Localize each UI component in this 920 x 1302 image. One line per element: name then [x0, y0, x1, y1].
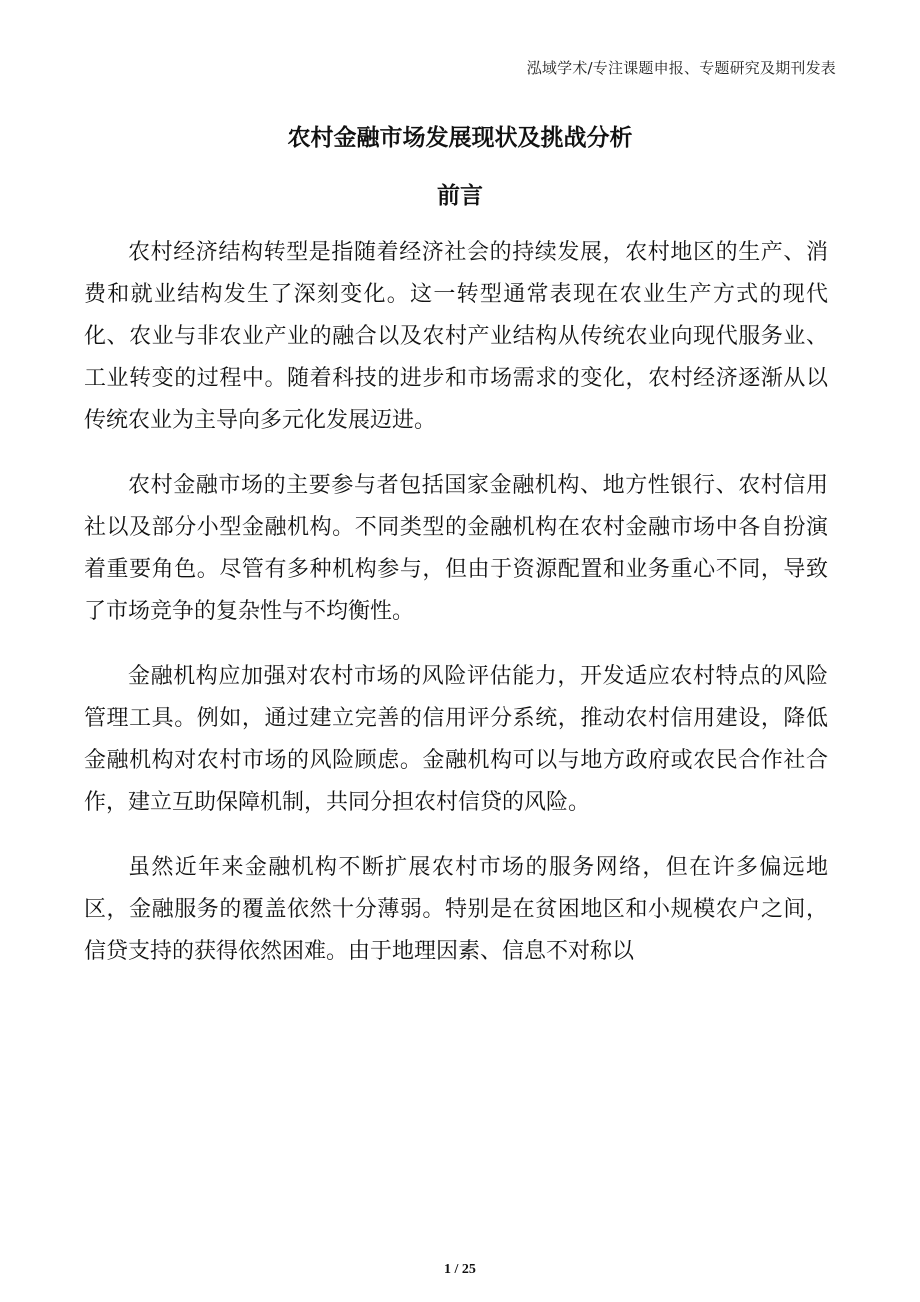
- running-header: 泓域学术/专注课题申报、专题研究及期刊发表: [526, 59, 836, 77]
- page-number: 1 / 25: [444, 1262, 476, 1277]
- paragraph-4: 虽然近年来金融机构不断扩展农村市场的服务网络，但在许多偏远地区，金融服务的覆盖依然十分薄弱。特别是在贫困地区和小规模农户之间，信贷支持的获得依然困难。由于地理因素、信息不对称以: [84, 855, 828, 964]
- paragraph-3: 金融机构应加强对农村市场的风险评估能力，开发适应农村特点的风险管理工具。例如，通过建立完善的信用评分系统，推动农村信用建设，降低金融机构对农村市场的风险顾虑。金融机构可以与地方政府或农民合作社合作，建立互助保障机制，共同分担农村信贷的风险。: [84, 664, 828, 815]
- header-divider: [84, 88, 836, 89]
- section-heading: 前言: [437, 183, 483, 209]
- document-title: 农村金融市场发展现状及挑战分析: [287, 125, 633, 151]
- paragraph-1: 农村经济结构转型是指随着经济社会的持续发展，农村地区的生产、消费和就业结构发生了深刻变化。这一转型通常表现在农业生产方式的现代化、农业与非农业产业的融合以及农村产业结构从传统农业向现代服务业、工业转变的过程中。随着科技的进步和市场需求的变化，农村经济逐渐从以传统农业为主导向多元化发展迈进。: [84, 240, 828, 433]
- paragraph-2: 农村金融市场的主要参与者包括国家金融机构、地方性银行、农村信用社以及部分小型金融机构。不同类型的金融机构在农村金融市场中各自扮演着重要角色。尽管有多种机构参与，但由于资源配置和业务重心不同，导致了市场竞争的复杂性与不均衡性。: [84, 473, 828, 624]
- body-text: [84, 232, 828, 996]
